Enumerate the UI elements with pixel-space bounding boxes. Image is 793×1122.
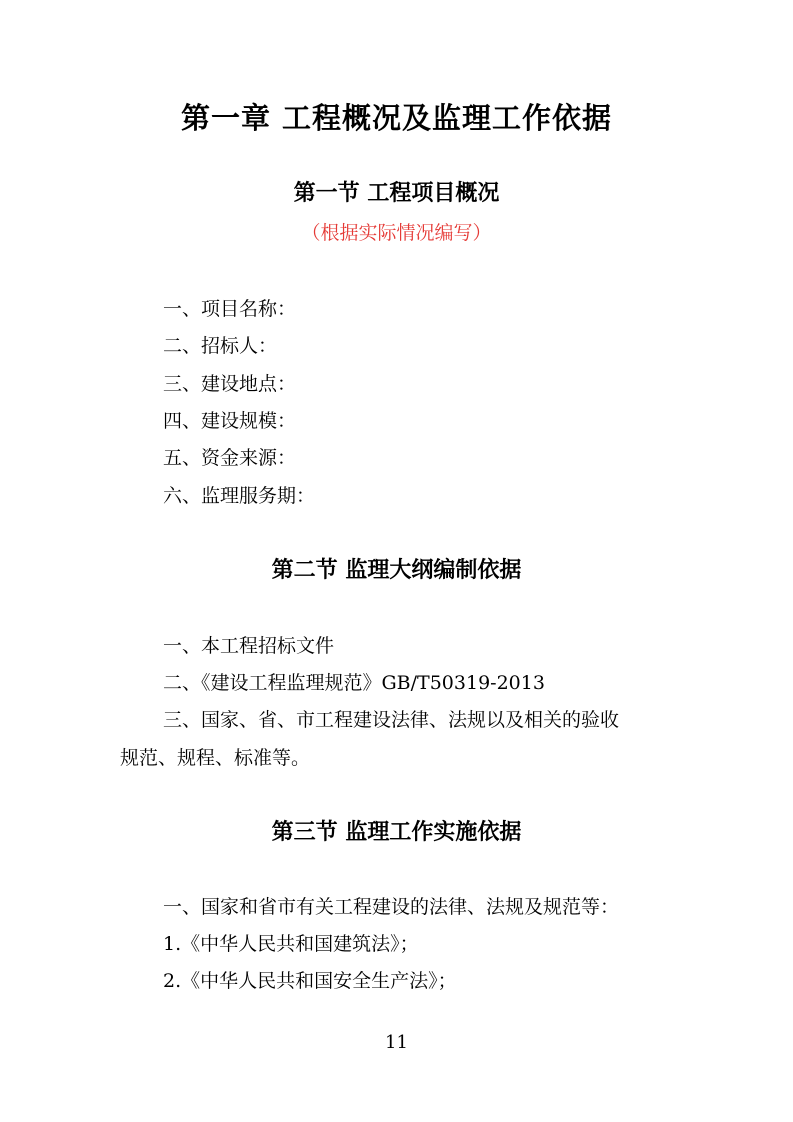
section-1-item: 三、建设地点： <box>163 373 297 395</box>
section-1-item: 四、建设规模： <box>163 410 297 432</box>
section-2-continuation: 规范、规程、标准等。 <box>120 747 311 769</box>
page-number: 11 <box>385 1032 408 1053</box>
section-2-item: 一、本工程招标文件 <box>163 635 335 657</box>
section-2-item: 二、《建设工程监理规范》GB/T50319-2013 <box>163 672 545 694</box>
section-1-note: （根据实际情况编写） <box>301 222 492 244</box>
section-1-item: 五、资金来源： <box>163 447 297 469</box>
section-3-item: 1.《中华人民共和国建筑法》； <box>163 933 419 955</box>
section-3-item: 2.《中华人民共和国安全生产法》； <box>163 970 457 992</box>
section-2-item: 三、国家、省、市工程建设法律、法规以及相关的验收 <box>163 709 620 731</box>
section-3-title: 第三节 监理工作实施依据 <box>271 820 522 845</box>
chapter-title: 第一章 工程概况及监理工作依据 <box>180 101 613 135</box>
section-3-item: 一、国家和省市有关工程建设的法律、法规及规范等： <box>163 896 620 918</box>
section-1-item: 二、招标人： <box>163 335 278 357</box>
section-2-title: 第二节 监理大纲编制依据 <box>271 558 522 583</box>
section-1-item: 一、项目名称： <box>163 298 297 320</box>
section-1-item: 六、监理服务期： <box>163 485 316 507</box>
section-1-title: 第一节 工程项目概况 <box>293 181 500 206</box>
